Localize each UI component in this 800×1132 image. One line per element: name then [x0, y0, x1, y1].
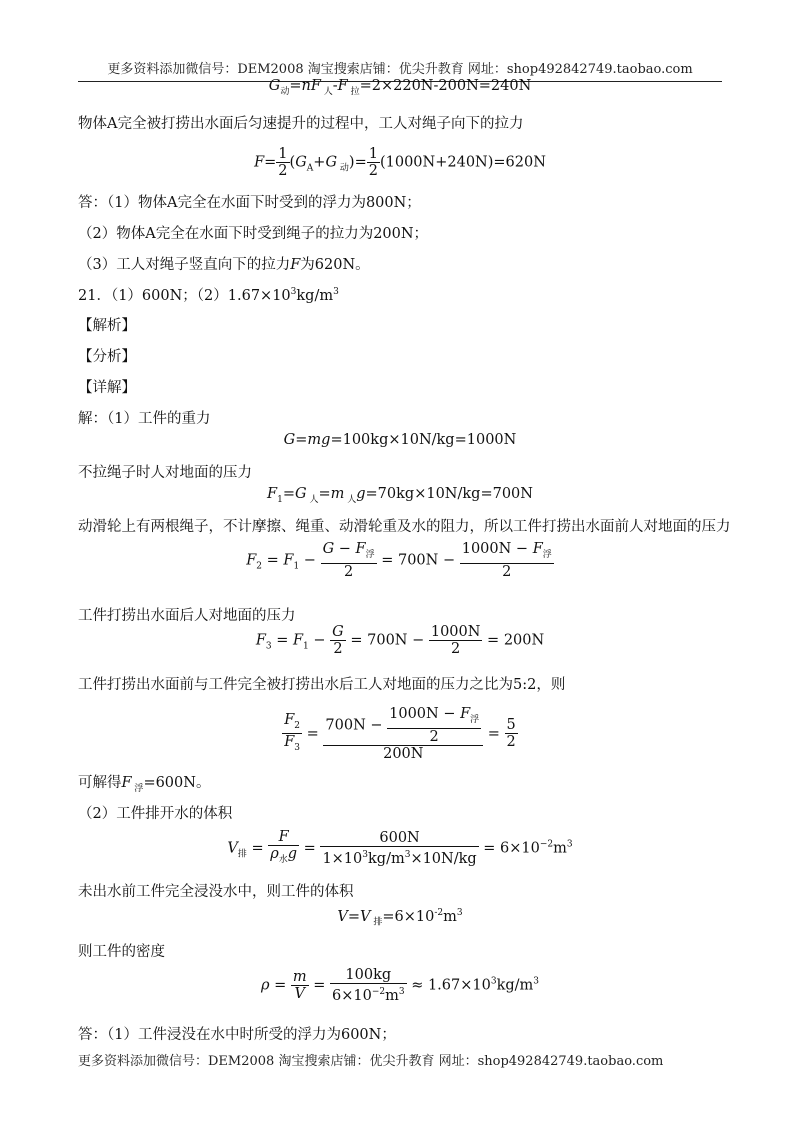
- answer-1: 答：（1）物体A完全在水面下时受到的浮力为800N；: [78, 195, 421, 211]
- equation-f-total: F= $\frac{1}{2}$ ($G_A+G$ $_动$)= $\frac{1}{2}$ (1000N+240N)=620N: [254, 146, 546, 179]
- equation-volume: V=V $_排=6\times 10^{-2}m^3$: [337, 908, 463, 928]
- paragraph-text9: 则工件的密度: [78, 944, 165, 960]
- solution-1: 解：（1）工件的重力: [78, 411, 211, 427]
- answer-4: 答：（1）工件浸没在水中时所受的浮力为600N；: [78, 1027, 396, 1043]
- paragraph-text5: 工件打捞出水面前与工件完全被打捞出水后工人对地面的压力之比为5:2，则: [78, 677, 566, 693]
- equation-f3: $F_3 = F_1$ − $\frac{G}{2}$ = 700N − $\frac{1000N}{2}$ = 200N: [255, 624, 545, 657]
- section-xiangjie: 【详解】: [78, 380, 136, 396]
- page-footer: 更多资料添加微信号：DEM2008 淘宝搜索店铺：优尖升教育 网址：shop492842749.taobao.com: [78, 1054, 664, 1069]
- paragraph-text1: 物体A完全被打捞出水面后匀速提升的过程中，工人对绳子向下的拉力: [78, 116, 524, 132]
- paragraph-text2: 不拉绳子时人对地面的压力: [78, 465, 252, 481]
- paragraph-text7: （2）工件排开水的体积: [78, 806, 233, 822]
- paragraph-text6: 可解得F $_浮$=600N。: [78, 775, 211, 794]
- equation-f2: $F_2 = F_1$ − $\frac{G - F_浮}{2}$ = 700N − $\frac{1000N - F_浮}{2}$: [246, 541, 552, 580]
- equation-f1: $F_1=G$ $_人$=m $_人$g=70kg×10N/kg=700N: [267, 486, 533, 505]
- equation-g-dong: $G_动=nF$ $_人$-F $_拉$=2×220N-200N=240N: [268, 78, 532, 97]
- equation-v-pai: $V_排$ = $\frac{F}{\rho_水g}$ = $\frac{600N}{1\times 10^3kg/m^3\times 10N/kg}$ = $6\times 10^{-2}m^3$: [227, 829, 573, 867]
- answer-3: （3）工人对绳子竖直向下的拉力F为620N。: [78, 257, 370, 273]
- question-21: 21．（1）600N；$(2)1.67\times 10^3kg/m^3$: [78, 287, 339, 304]
- equation-gravity: G=mg=100kg×10N/kg=1000N: [283, 432, 517, 448]
- equation-ratio: $\frac{F_2}{F_3}$ = 700N − $\frac{1000N - F_浮}{2}$ 200N = $\frac{5}{2}$: [284, 706, 516, 762]
- paragraph-text8: 未出水前工件完全浸没水中，则工件的体积: [78, 884, 354, 900]
- section-fenxi: 【分析】: [78, 349, 136, 365]
- answer-2: （2）物体A完全在水面下时受到绳子的拉力为200N；: [78, 226, 429, 242]
- section-jiexi: 【解析】: [78, 318, 136, 334]
- paragraph-text4: 工件打捞出水面后人对地面的压力: [78, 608, 296, 624]
- equation-density: ρ = $\frac{m}{V}$ = $\frac{100kg}{6\times 10^{-2}m^3}$ ≈ $1.67\times 10^3kg/m^3$: [260, 967, 540, 1004]
- page-header: 更多资料添加微信号：DEM2008 淘宝搜索店铺：优尖升教育 网址：shop492842749.taobao.com: [78, 58, 722, 82]
- paragraph-text3: 动滑轮上有两根绳子，不计摩擦、绳重、动滑轮重及水的阻力，所以工件打捞出水面前人对地面的压力: [78, 519, 731, 535]
